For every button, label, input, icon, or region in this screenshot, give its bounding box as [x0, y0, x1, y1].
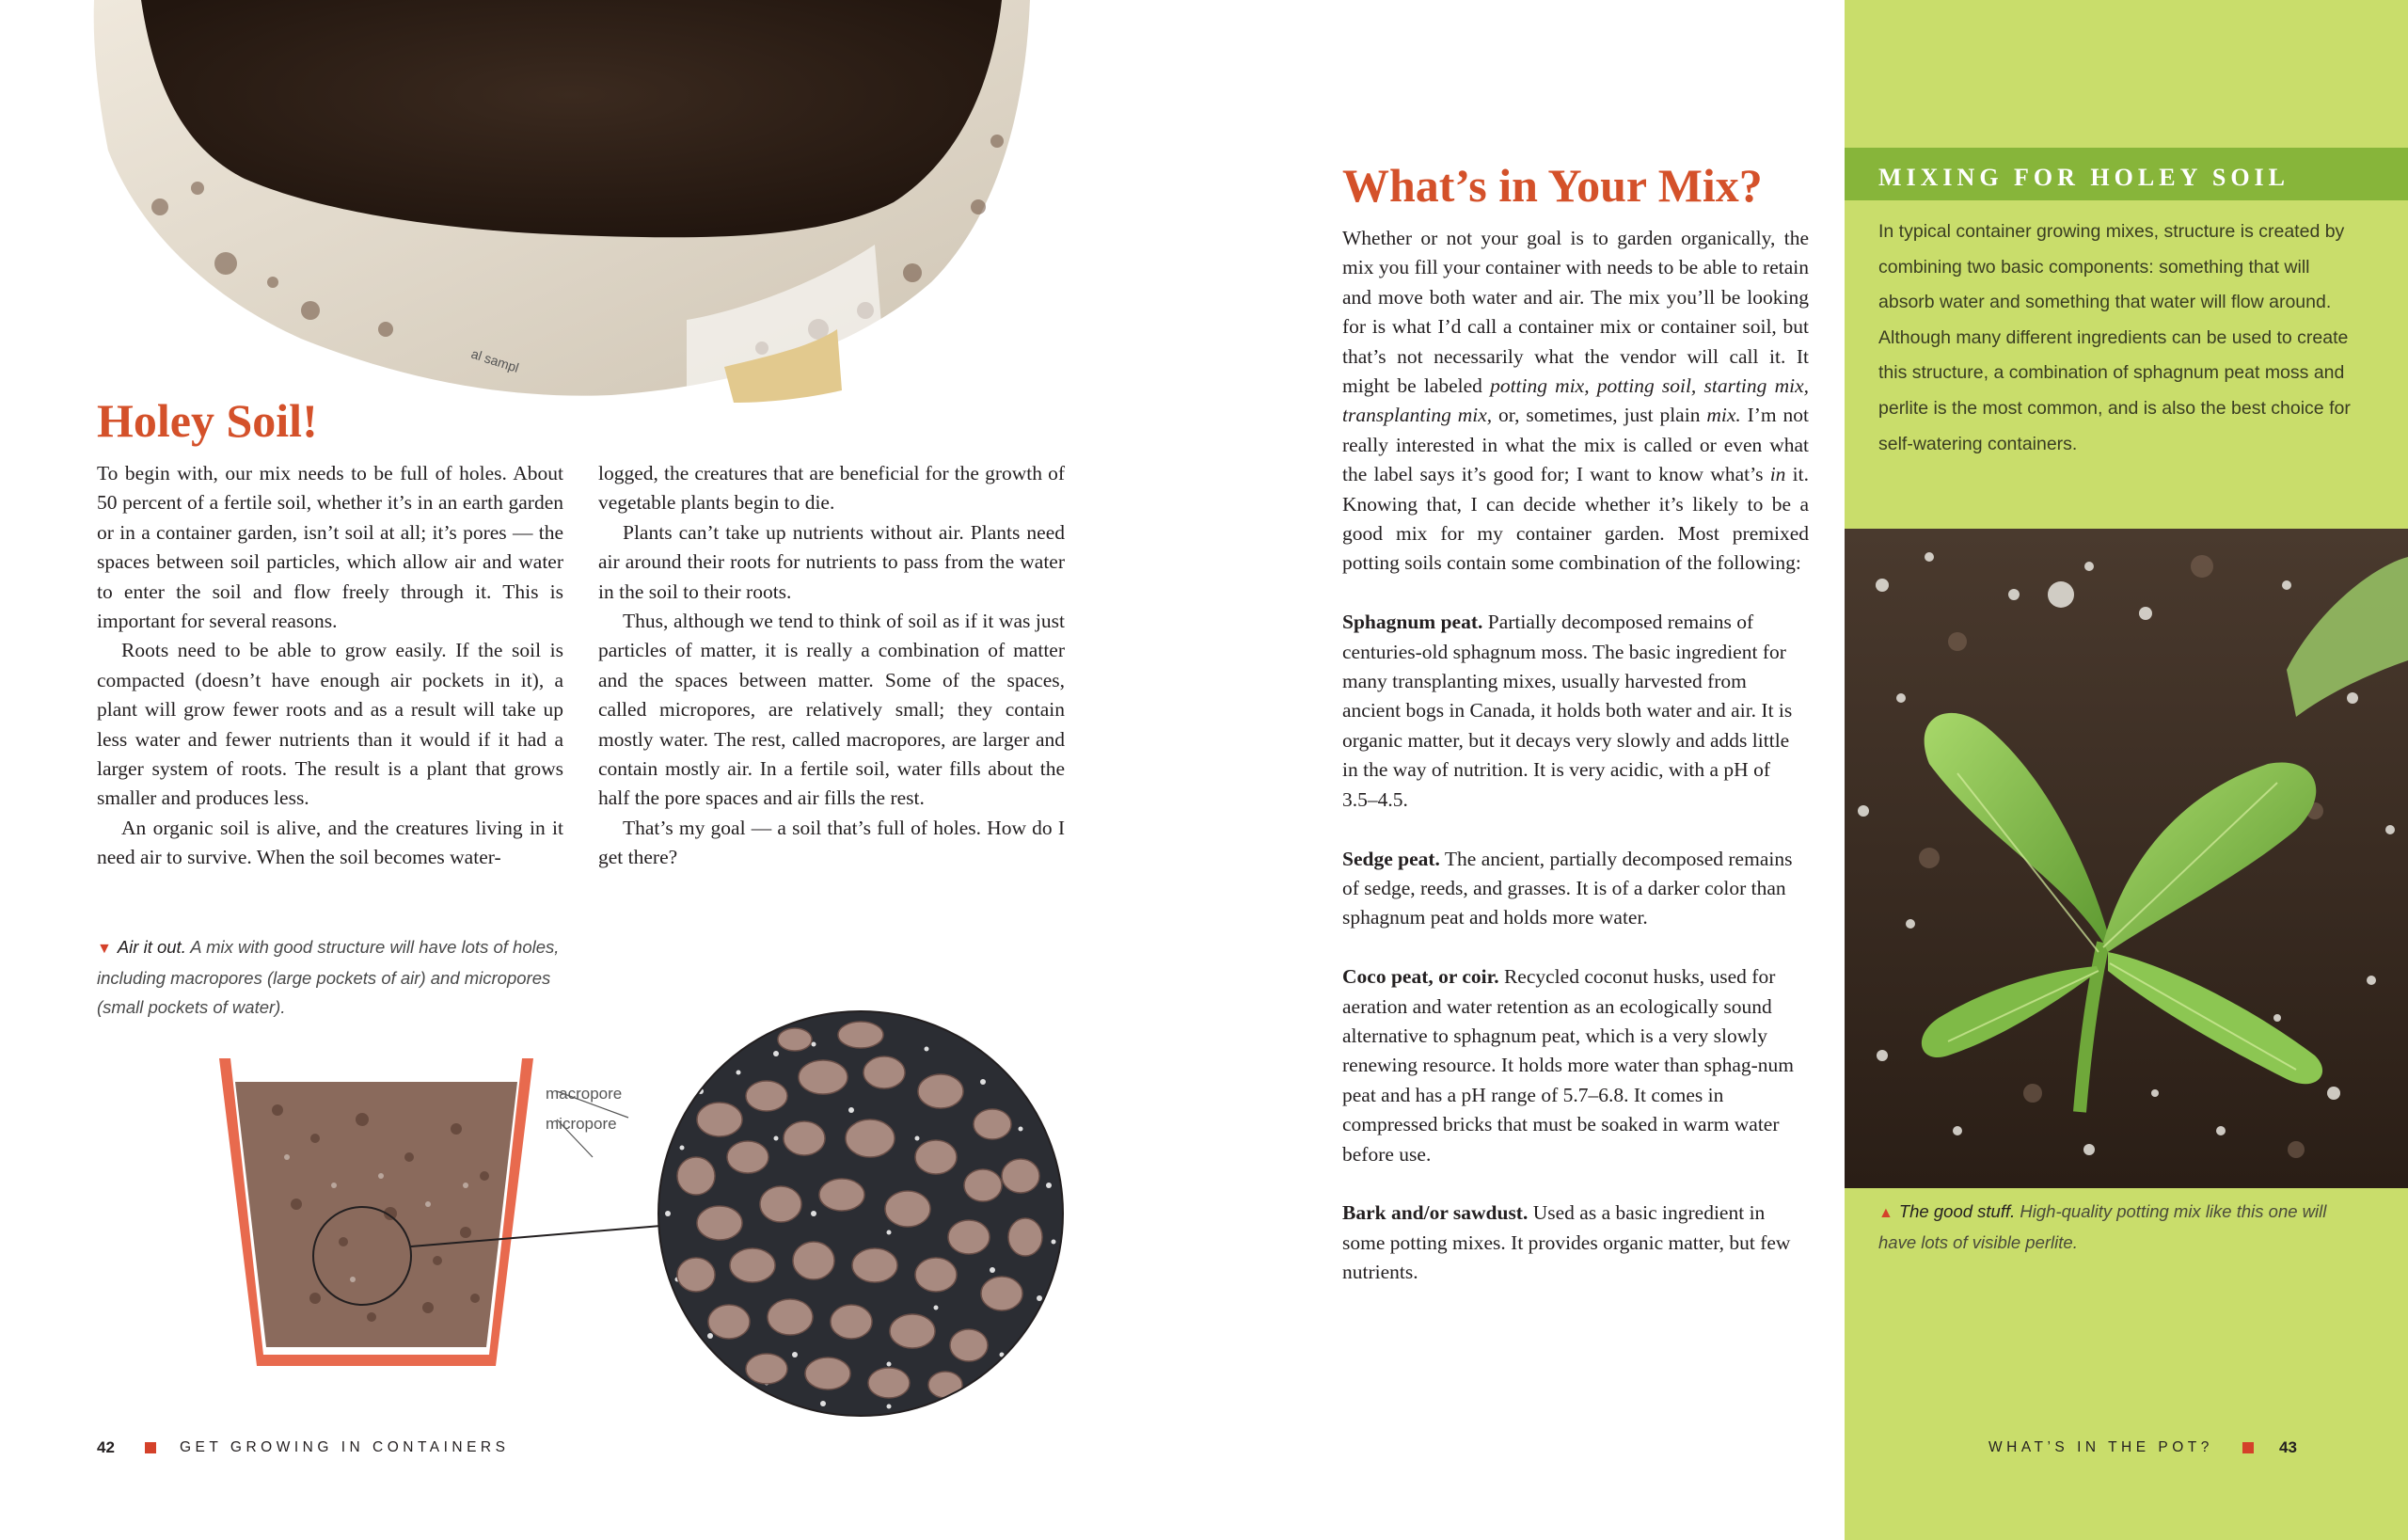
definition-item	[1342, 845, 1809, 933]
definition-item	[1342, 608, 1809, 815]
definition-text: Recycled coconut husks, used for aeration and water retention as an ecologically sound alternative to sphagnum peat, which is a very slowly renewing resource. It holds more water than sphag-num peat and has a pH range of 5.7–6.8. It comes in compressed bricks that must be soaked in warm water before use.	[1342, 965, 1795, 1166]
body-paragraph: Thus, although we tend to think of soil as if it was just particles of matter, it is really a combination of matter and the spaces between matter. Some of the spaces, called micropores, are relatively small; they contain mostly water. The rest, called macropores, are larger and contain mostly air. In a fertile soil, water fills about the half the pore spaces and air fills the rest.	[598, 610, 1065, 810]
right-column	[1342, 224, 1809, 1288]
micropore-label: micropore	[546, 1115, 617, 1133]
body-paragraph: Roots need to be able to grow easily. If the soil is compacted (doesn’t have enough air pockets in it), a plant will grow fewer roots and as a result will take up less water and fewer nutrients than it would if it had a larger system of roots. The result is a plant that grows smaller and produces less.	[97, 639, 563, 810]
left-column-2	[598, 459, 1065, 873]
definition-list	[1342, 579, 1809, 1288]
running-title-left: GET GROWING IN CONTAINERS	[180, 1439, 510, 1455]
intro-text: Whether or not your goal is to garden organically, the mix you fill your container with needs to be able to retain and move both water and air. The mix you’ll be looking for is what I’d call a container mix or container soil, but that’s not necessarily what the vendor will call it. It might be labeled	[1342, 227, 1809, 398]
definition-term: Sedge peat.	[1342, 847, 1440, 870]
folio-square-icon	[145, 1442, 156, 1453]
page-number-left: 42	[97, 1438, 115, 1456]
definition-term: Coco peat, or coir.	[1342, 965, 1499, 989]
intro-text-italic: potting mix, potting soil, starting mix, transplanting mix,	[1342, 374, 1809, 427]
section-heading-whats-in-your-mix: What’s in Your Mix?	[1342, 159, 1763, 212]
seedling-photo	[1845, 529, 2408, 1188]
seedling-caption	[1878, 1197, 2368, 1257]
intro-text: I’m not really interested in what the mix is called or even what the label says it’s good for; I want to know what’s	[1342, 404, 1809, 486]
intro-text: it. Knowing that, I can decide whether it’s likely to be a good mix for my container garden. Most premixed potting soils contain some combination of the following:	[1342, 463, 1809, 575]
potting-soil-bag-photo	[85, 0, 1044, 405]
body-paragraph: Plants can’t take up nutrients without air. Plants need air around their roots for nutrients to pass from the water in the soil to their roots.	[598, 520, 1065, 603]
definition-term: Sphagnum peat.	[1342, 611, 1483, 634]
page-number-right: 43	[2279, 1438, 2297, 1456]
definition-text: Used as a basic ingredient in some potting mixes. It provides organic matter, but few nutrients.	[1342, 1201, 1791, 1284]
definition-text: Partially decomposed remains of centuries-old sphagnum moss. The basic ingredient for many transplanting mixes, usually harvested from ancient bogs in Canada, it holds both water and air. It is organic matter, but it decays very slowly and adds little in the way of nutrition. It is very acidic, with a pH of 3.5–4.5.	[1342, 611, 1793, 811]
caption-lead: The good stuff.	[1898, 1201, 2016, 1221]
up-triangle-icon: ▲	[1878, 1205, 1893, 1221]
sidebar-text: In typical container growing mixes, structure is created by combining two basic components: something that will absorb water and something that water will flow around. Although many different ingredients can be used to create this structure, a combination of sphagnum peat moss and perlite is the most common, and is also the best choice for self-watering containers.	[1878, 221, 2351, 454]
sidebar-title: MIXING FOR HOLEY SOIL	[1878, 164, 2290, 191]
intro-text-italic: in	[1769, 463, 1786, 486]
definition-text: The ancient, partially decomposed remains of sedge, reeds, and grasses. It is of a darker color than sphagnum peat and holds more water.	[1342, 847, 1793, 929]
running-title-right: WHAT’S IN THE POT?	[1988, 1439, 2213, 1455]
folio-square-icon	[2242, 1442, 2254, 1453]
magnified-soil-circle	[654, 1007, 1068, 1421]
intro-text-italic: mix.	[1706, 404, 1741, 427]
intro-paragraph	[1342, 224, 1809, 579]
caption-text: A mix with good structure will have lots of holes, including macropores (large pockets of air) and micropores (small pockets of water).	[97, 937, 560, 1017]
down-triangle-icon: ▼	[97, 941, 112, 957]
left-column-1	[97, 459, 563, 873]
section-heading-holey-soil: Holey Soil!	[97, 394, 318, 447]
soil-pore-diagram	[212, 997, 1077, 1421]
macropore-label: macropore	[546, 1085, 623, 1103]
definition-item	[1342, 1199, 1809, 1287]
definition-item	[1342, 962, 1809, 1169]
caption-lead: Air it out.	[117, 937, 186, 957]
intro-text: or, sometimes, just plain	[1492, 404, 1707, 427]
caption-text: High-quality potting mix like this one will have lots of visible perlite.	[1878, 1201, 2327, 1252]
body-paragraph: That’s my goal — a soil that’s full of holes. How do I get there?	[598, 816, 1065, 869]
body-paragraph: To begin with, our mix needs to be full of holes. About 50 percent of a fertile soil, whether it’s in an earth garden or in a container garden, isn’t soil at all; it’s pores — the spaces between soil particles, which allow air and water to enter the soil and flow freely through it. This is important for several reasons.	[97, 462, 563, 633]
body-paragraph: logged, the creatures that are beneficial for the growth of vegetable plants begin to die.	[598, 462, 1065, 515]
bag-print-text: al sampl	[469, 345, 521, 375]
body-paragraph: An organic soil is alive, and the creatures living in it need air to survive. When the soil becomes water-	[97, 816, 563, 869]
pot-illustration	[219, 1058, 533, 1366]
definition-term: Bark and/or sawdust.	[1342, 1201, 1529, 1225]
